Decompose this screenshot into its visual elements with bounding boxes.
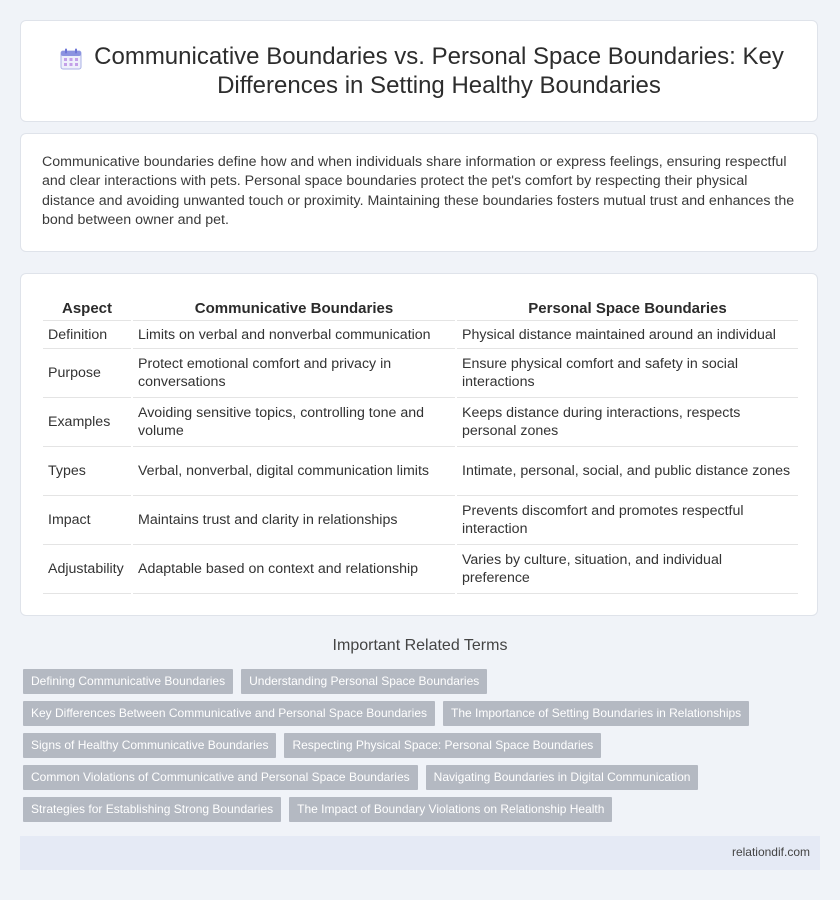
row-communicative: Adaptable based on context and relationship (132, 545, 456, 594)
header-personal-space: Personal Space Boundaries (456, 296, 798, 321)
footer-site-link[interactable]: relationdif.com (731, 845, 810, 859)
related-term-tag[interactable]: The Importance of Setting Boundaries in Relationships (443, 701, 749, 726)
header-communicative: Communicative Boundaries (132, 296, 456, 321)
table-row (43, 447, 798, 496)
related-term-tag[interactable]: Defining Communicative Boundaries (23, 669, 233, 694)
row-aspect: Impact (43, 496, 132, 545)
related-term-tag[interactable]: Understanding Personal Space Boundaries (241, 669, 487, 694)
row-communicative: Verbal, nonverbal, digital communication limits (132, 447, 456, 496)
row-personal-space: Intimate, personal, social, and public distance zones (456, 447, 798, 496)
row-aspect: Examples (43, 398, 132, 447)
related-term-tag[interactable]: Navigating Boundaries in Digital Communication (426, 765, 699, 790)
row-personal-space: Keeps distance during interactions, respects personal zones (456, 398, 798, 447)
tag-row (23, 765, 803, 790)
row-communicative: Limits on verbal and nonverbal communication (132, 321, 456, 349)
table-row (43, 321, 798, 349)
row-aspect: Purpose (43, 349, 132, 398)
comparison-table-card (20, 273, 818, 616)
tag-row (23, 669, 803, 694)
table-row (43, 349, 798, 398)
row-personal-space: Physical distance maintained around an individual (456, 321, 798, 349)
comparison-table (43, 296, 798, 594)
table-header-row (43, 296, 798, 321)
page-title: Communicative Boundaries vs. Personal Space Boundaries: Key Differences in Setting Healthy Boundaries (94, 43, 784, 99)
related-term-tag[interactable]: Signs of Healthy Communicative Boundaries (23, 733, 276, 758)
tag-row (23, 733, 803, 758)
header-aspect: Aspect (43, 296, 132, 321)
tag-row (23, 797, 803, 822)
intro-paragraph: Communicative boundaries define how and when individuals share information or express feelings, ensuring respectful and clear interactions with pets. Personal space boundaries protect the pet's comfort by respecting their physical distance and avoiding unwanted touch or proximity. Maintaining these boundaries fosters mutual trust and enhances the bond between owner and pet. (42, 154, 795, 228)
row-personal-space: Varies by culture, situation, and individual preference (456, 545, 798, 594)
row-communicative: Maintains trust and clarity in relationships (132, 496, 456, 545)
related-term-tag[interactable]: Strategies for Establishing Strong Boundaries (23, 797, 281, 822)
related-term-tag[interactable]: The Impact of Boundary Violations on Relationship Health (289, 797, 612, 822)
row-personal-space: Prevents discomfort and promotes respectful interaction (456, 496, 798, 545)
related-term-tag[interactable]: Respecting Physical Space: Personal Space Boundaries (284, 733, 601, 758)
related-term-tag[interactable]: Key Differences Between Communicative and Personal Space Boundaries (23, 701, 435, 726)
row-aspect: Types (43, 447, 132, 496)
related-terms-list (23, 669, 803, 829)
table-row (43, 545, 798, 594)
related-term-tag[interactable]: Common Violations of Communicative and Personal Space Boundaries (23, 765, 418, 790)
table-row (43, 398, 798, 447)
table-row (43, 496, 798, 545)
row-communicative: Protect emotional comfort and privacy in conversations (132, 349, 456, 398)
row-aspect: Definition (43, 321, 132, 349)
row-aspect: Adjustability (43, 545, 132, 594)
related-terms-title: Important Related Terms (332, 637, 508, 654)
row-communicative: Avoiding sensitive topics, controlling tone and volume (132, 398, 456, 447)
header-card (20, 20, 818, 122)
row-personal-space: Ensure physical comfort and safety in social interactions (456, 349, 798, 398)
tag-row (23, 701, 803, 726)
footer (20, 836, 820, 870)
intro-card (20, 133, 818, 252)
